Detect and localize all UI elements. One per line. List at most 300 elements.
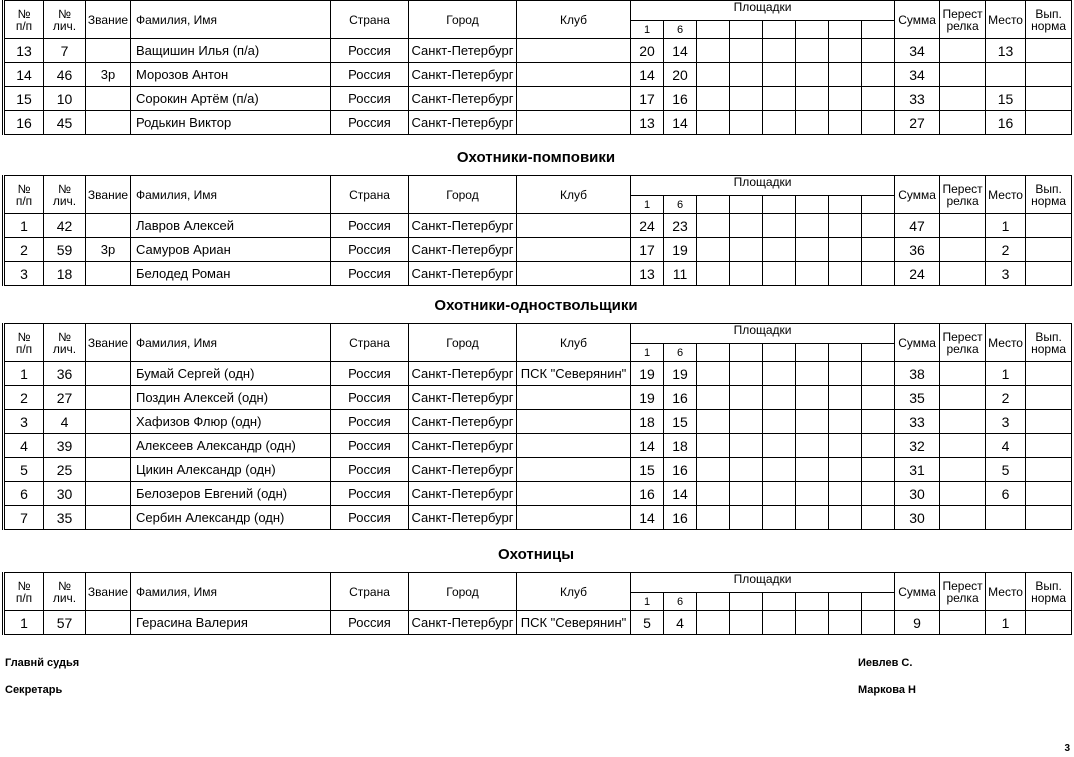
header-ploshchadka-empty	[829, 21, 862, 39]
cell-place: 16	[986, 111, 1026, 135]
cell-perestrelka	[940, 262, 986, 286]
cell-norm	[1026, 482, 1072, 506]
cell-zvanie	[86, 506, 131, 530]
cell-score-empty	[829, 434, 862, 458]
cell-score-6: 20	[664, 63, 697, 87]
cell-country: Россия	[331, 434, 409, 458]
cell-fio: Цикин Александр (одн)	[131, 458, 331, 482]
cell-zvanie	[86, 262, 131, 286]
header-perestrelka-line: релка	[946, 590, 979, 605]
cell-score-empty	[697, 262, 730, 286]
header-ploshchadka-empty	[763, 593, 796, 611]
results-table	[2, 323, 1072, 530]
cell-country: Россия	[331, 87, 409, 111]
cell-fio: Бумай Сергей (одн)	[131, 362, 331, 386]
header-place: Место	[986, 176, 1026, 214]
cell-club	[517, 262, 631, 286]
header-norm-line: Вып.	[1035, 6, 1062, 21]
cell-club	[517, 386, 631, 410]
cell-score-empty	[730, 111, 763, 135]
cell-club	[517, 87, 631, 111]
cell-score-empty	[697, 482, 730, 506]
cell-score-1: 17	[631, 87, 664, 111]
cell-score-empty	[862, 262, 895, 286]
header-ploshchadki: Площадки	[631, 1, 895, 21]
header-perestrelka-line: Перест	[942, 329, 983, 344]
header-norm	[1026, 1, 1072, 39]
secretary-name: Маркова Н	[858, 684, 916, 696]
cell-score-empty	[796, 111, 829, 135]
cell-score-empty	[730, 87, 763, 111]
cell-zvanie	[86, 362, 131, 386]
cell-nl: 30	[44, 482, 86, 506]
cell-fio: Алексеев Александр (одн)	[131, 434, 331, 458]
cell-score-empty	[763, 386, 796, 410]
cell-country: Россия	[331, 262, 409, 286]
cell-zvanie: 3р	[86, 238, 131, 262]
cell-fio: Морозов Антон	[131, 63, 331, 87]
cell-nl: 42	[44, 214, 86, 238]
header-np	[4, 324, 44, 362]
header-nl-line: №	[58, 6, 71, 21]
table-row	[4, 482, 1072, 506]
cell-sum: 36	[895, 238, 940, 262]
header-nl	[44, 573, 86, 611]
cell-score-empty	[796, 238, 829, 262]
header-ploshchadka-6: 6	[664, 21, 697, 39]
cell-city: Санкт-Петербург	[409, 63, 517, 87]
cell-fio: Хафизов Флюр (одн)	[131, 410, 331, 434]
cell-score-6: 16	[664, 506, 697, 530]
cell-zvanie	[86, 39, 131, 63]
cell-np: 13	[4, 39, 44, 63]
cell-score-6: 19	[664, 362, 697, 386]
cell-place: 1	[986, 362, 1026, 386]
cell-club	[517, 410, 631, 434]
header-ploshchadka-empty	[730, 593, 763, 611]
cell-score-1: 19	[631, 386, 664, 410]
cell-city: Санкт-Петербург	[409, 111, 517, 135]
cell-zvanie	[86, 458, 131, 482]
header-place: Место	[986, 573, 1026, 611]
cell-np: 5	[4, 458, 44, 482]
header-nl-line: №	[58, 578, 71, 593]
header-sum: Сумма	[895, 324, 940, 362]
cell-city: Санкт-Петербург	[409, 214, 517, 238]
cell-score-empty	[862, 238, 895, 262]
cell-np: 4	[4, 434, 44, 458]
cell-score-empty	[697, 214, 730, 238]
cell-score-6: 23	[664, 214, 697, 238]
header-ploshchadka-1: 1	[631, 593, 664, 611]
cell-norm	[1026, 111, 1072, 135]
header-perestrelka-line: релка	[946, 18, 979, 33]
header-nl-line: лич.	[52, 193, 77, 208]
header-perestrelka-line: релка	[946, 193, 979, 208]
header-norm-line: Вып.	[1035, 329, 1062, 344]
header-ploshchadki: Площадки	[631, 573, 895, 593]
cell-sum: 35	[895, 386, 940, 410]
cell-norm	[1026, 458, 1072, 482]
table-row	[4, 39, 1072, 63]
header-ploshchadka-empty	[829, 344, 862, 362]
cell-zvanie	[86, 87, 131, 111]
cell-score-6: 16	[664, 458, 697, 482]
cell-club	[517, 214, 631, 238]
cell-score-empty	[796, 410, 829, 434]
header-np	[4, 176, 44, 214]
header-city: Город	[409, 176, 517, 214]
cell-zvanie	[86, 214, 131, 238]
cell-score-6: 15	[664, 410, 697, 434]
header-nl	[44, 324, 86, 362]
cell-club	[517, 39, 631, 63]
cell-perestrelka	[940, 214, 986, 238]
cell-np: 3	[4, 410, 44, 434]
cell-score-empty	[763, 87, 796, 111]
cell-score-empty	[829, 39, 862, 63]
cell-perestrelka	[940, 611, 986, 635]
header-city: Город	[409, 324, 517, 362]
table-row	[4, 111, 1072, 135]
cell-score-empty	[829, 482, 862, 506]
cell-score-empty	[862, 458, 895, 482]
cell-score-empty	[730, 458, 763, 482]
cell-nl: 39	[44, 434, 86, 458]
cell-place: 1	[986, 611, 1026, 635]
header-ploshchadka-6: 6	[664, 593, 697, 611]
cell-fio: Сербин Александр (одн)	[131, 506, 331, 530]
cell-sum: 32	[895, 434, 940, 458]
cell-score-empty	[796, 214, 829, 238]
cell-score-6: 14	[664, 111, 697, 135]
cell-score-empty	[796, 63, 829, 87]
cell-score-6: 16	[664, 386, 697, 410]
cell-score-1: 14	[631, 506, 664, 530]
cell-score-empty	[862, 87, 895, 111]
header-city: Город	[409, 573, 517, 611]
cell-country: Россия	[331, 214, 409, 238]
header-ploshchadka-6: 6	[664, 196, 697, 214]
cell-city: Санкт-Петербург	[409, 39, 517, 63]
cell-sum: 31	[895, 458, 940, 482]
cell-nl: 27	[44, 386, 86, 410]
cell-city: Санкт-Петербург	[409, 434, 517, 458]
header-perestrelka	[940, 176, 986, 214]
header-norm-line: норма	[1031, 341, 1067, 356]
cell-club	[517, 482, 631, 506]
cell-nl: 7	[44, 39, 86, 63]
cell-score-empty	[796, 506, 829, 530]
cell-place: 3	[986, 262, 1026, 286]
cell-score-empty	[730, 506, 763, 530]
cell-np: 15	[4, 87, 44, 111]
cell-nl: 35	[44, 506, 86, 530]
cell-nl: 46	[44, 63, 86, 87]
header-place: Место	[986, 1, 1026, 39]
cell-city: Санкт-Петербург	[409, 262, 517, 286]
header-fio: Фамилия, Имя	[131, 324, 331, 362]
cell-score-1: 17	[631, 238, 664, 262]
cell-score-empty	[763, 238, 796, 262]
header-np-line: №	[17, 329, 31, 344]
header-perestrelka	[940, 324, 986, 362]
cell-score-empty	[697, 458, 730, 482]
header-ploshchadka-1: 1	[631, 21, 664, 39]
cell-fio: Родькин Виктор	[131, 111, 331, 135]
header-place: Место	[986, 324, 1026, 362]
cell-perestrelka	[940, 39, 986, 63]
cell-sum: 30	[895, 482, 940, 506]
header-ploshchadka-empty	[697, 196, 730, 214]
header-ploshchadka-empty	[796, 21, 829, 39]
cell-country: Россия	[331, 111, 409, 135]
header-ploshchadka-empty	[730, 344, 763, 362]
header-np-line: п/п	[15, 341, 33, 356]
cell-nl: 57	[44, 611, 86, 635]
cell-score-empty	[796, 262, 829, 286]
cell-city: Санкт-Петербург	[409, 410, 517, 434]
header-club: Клуб	[517, 573, 631, 611]
cell-score-6: 11	[664, 262, 697, 286]
cell-score-empty	[763, 434, 796, 458]
cell-place	[986, 63, 1026, 87]
header-np-line: №	[17, 6, 31, 21]
cell-score-empty	[730, 482, 763, 506]
cell-country: Россия	[331, 362, 409, 386]
header-perestrelka	[940, 1, 986, 39]
header-norm	[1026, 324, 1072, 362]
cell-score-empty	[796, 362, 829, 386]
cell-score-1: 24	[631, 214, 664, 238]
cell-score-6: 4	[664, 611, 697, 635]
header-ploshchadka-empty	[862, 196, 895, 214]
cell-score-empty	[697, 87, 730, 111]
cell-place	[986, 506, 1026, 530]
cell-score-empty	[829, 362, 862, 386]
cell-country: Россия	[331, 410, 409, 434]
cell-np: 1	[4, 611, 44, 635]
cell-club	[517, 506, 631, 530]
header-ploshchadka-empty	[697, 593, 730, 611]
cell-country: Россия	[331, 482, 409, 506]
cell-fio: Ващишин Илья (п/а)	[131, 39, 331, 63]
header-sum: Сумма	[895, 573, 940, 611]
cell-norm	[1026, 238, 1072, 262]
header-ploshchadka-empty	[829, 593, 862, 611]
cell-score-empty	[862, 410, 895, 434]
cell-score-empty	[829, 63, 862, 87]
header-np-line: п/п	[15, 18, 33, 33]
header-np-line: №	[17, 181, 31, 196]
cell-city: Санкт-Петербург	[409, 458, 517, 482]
header-ploshchadka-empty	[763, 196, 796, 214]
cell-club	[517, 63, 631, 87]
cell-norm	[1026, 87, 1072, 111]
cell-sum: 34	[895, 39, 940, 63]
cell-nl: 45	[44, 111, 86, 135]
header-np-line: п/п	[15, 590, 33, 605]
cell-score-6: 14	[664, 482, 697, 506]
cell-score-empty	[862, 611, 895, 635]
table-row	[4, 386, 1072, 410]
cell-np: 14	[4, 63, 44, 87]
cell-perestrelka	[940, 434, 986, 458]
cell-perestrelka	[940, 362, 986, 386]
cell-perestrelka	[940, 410, 986, 434]
cell-zvanie	[86, 111, 131, 135]
cell-np: 7	[4, 506, 44, 530]
cell-score-empty	[763, 506, 796, 530]
cell-score-empty	[829, 238, 862, 262]
table-row	[4, 238, 1072, 262]
cell-perestrelka	[940, 238, 986, 262]
cell-score-empty	[730, 214, 763, 238]
cell-score-empty	[862, 362, 895, 386]
cell-score-empty	[829, 214, 862, 238]
cell-score-empty	[697, 410, 730, 434]
header-ploshchadka-6: 6	[664, 344, 697, 362]
cell-sum: 38	[895, 362, 940, 386]
cell-norm	[1026, 262, 1072, 286]
section-title: Охотники-помповики	[456, 149, 616, 166]
header-country: Страна	[331, 1, 409, 39]
cell-zvanie	[86, 482, 131, 506]
header-norm-line: Вып.	[1035, 181, 1062, 196]
header-sum: Сумма	[895, 176, 940, 214]
cell-city: Санкт-Петербург	[409, 238, 517, 262]
header-nl-line: лич.	[52, 590, 77, 605]
cell-score-1: 14	[631, 63, 664, 87]
header-zvanie: Звание	[86, 324, 131, 362]
cell-zvanie	[86, 611, 131, 635]
cell-score-1: 13	[631, 111, 664, 135]
cell-nl: 25	[44, 458, 86, 482]
header-nl	[44, 176, 86, 214]
cell-perestrelka	[940, 458, 986, 482]
cell-perestrelka	[940, 87, 986, 111]
cell-score-empty	[730, 63, 763, 87]
header-fio: Фамилия, Имя	[131, 573, 331, 611]
cell-norm	[1026, 506, 1072, 530]
cell-country: Россия	[331, 238, 409, 262]
header-nl	[44, 1, 86, 39]
header-ploshchadki: Площадки	[631, 324, 895, 344]
cell-nl: 4	[44, 410, 86, 434]
cell-norm	[1026, 63, 1072, 87]
cell-club	[517, 434, 631, 458]
cell-fio: Белодед Роман	[131, 262, 331, 286]
cell-fio: Лавров Алексей	[131, 214, 331, 238]
cell-score-1: 5	[631, 611, 664, 635]
cell-perestrelka	[940, 506, 986, 530]
cell-score-empty	[862, 386, 895, 410]
cell-score-1: 18	[631, 410, 664, 434]
cell-score-empty	[862, 482, 895, 506]
cell-score-1: 19	[631, 362, 664, 386]
cell-country: Россия	[331, 611, 409, 635]
cell-club: ПСК "Северянин"	[517, 611, 631, 635]
cell-country: Россия	[331, 506, 409, 530]
cell-score-empty	[730, 362, 763, 386]
cell-score-empty	[697, 434, 730, 458]
secretary-label: Секретарь	[5, 684, 63, 696]
header-norm-line: норма	[1031, 18, 1067, 33]
header-np-line: п/п	[15, 193, 33, 208]
cell-norm	[1026, 386, 1072, 410]
header-club: Клуб	[517, 176, 631, 214]
cell-sum: 47	[895, 214, 940, 238]
cell-country: Россия	[331, 63, 409, 87]
cell-sum: 30	[895, 506, 940, 530]
cell-score-empty	[796, 482, 829, 506]
cell-perestrelka	[940, 63, 986, 87]
cell-score-empty	[829, 87, 862, 111]
header-club: Клуб	[517, 324, 631, 362]
cell-score-empty	[763, 63, 796, 87]
cell-norm	[1026, 214, 1072, 238]
cell-city: Санкт-Петербург	[409, 482, 517, 506]
cell-nl: 10	[44, 87, 86, 111]
header-perestrelka	[940, 573, 986, 611]
cell-score-6: 14	[664, 39, 697, 63]
cell-score-empty	[763, 458, 796, 482]
cell-fio: Белозеров Евгений (одн)	[131, 482, 331, 506]
table-row	[4, 458, 1072, 482]
cell-score-empty	[730, 262, 763, 286]
cell-city: Санкт-Петербург	[409, 362, 517, 386]
cell-np: 3	[4, 262, 44, 286]
cell-score-empty	[763, 39, 796, 63]
header-ploshchadka-empty	[796, 593, 829, 611]
cell-sum: 27	[895, 111, 940, 135]
cell-score-empty	[763, 362, 796, 386]
cell-score-empty	[862, 214, 895, 238]
header-ploshchadka-empty	[796, 344, 829, 362]
cell-zvanie	[86, 386, 131, 410]
cell-score-empty	[697, 39, 730, 63]
header-nl-line: лич.	[52, 18, 77, 33]
table-row	[4, 214, 1072, 238]
cell-city: Санкт-Петербург	[409, 87, 517, 111]
table-row	[4, 611, 1072, 635]
header-ploshchadka-empty	[697, 344, 730, 362]
header-ploshchadka-empty	[862, 21, 895, 39]
header-city: Город	[409, 1, 517, 39]
cell-score-empty	[862, 434, 895, 458]
cell-club: ПСК "Северянин"	[517, 362, 631, 386]
header-ploshchadka-1: 1	[631, 344, 664, 362]
cell-score-empty	[862, 63, 895, 87]
cell-nl: 59	[44, 238, 86, 262]
cell-np: 1	[4, 214, 44, 238]
cell-score-empty	[829, 410, 862, 434]
cell-score-empty	[763, 214, 796, 238]
header-ploshchadka-empty	[862, 344, 895, 362]
cell-score-empty	[796, 611, 829, 635]
cell-score-empty	[697, 611, 730, 635]
header-fio: Фамилия, Имя	[131, 176, 331, 214]
cell-perestrelka	[940, 386, 986, 410]
header-perestrelka-line: Перест	[942, 6, 983, 21]
header-ploshchadka-empty	[763, 344, 796, 362]
cell-score-empty	[697, 238, 730, 262]
cell-place: 1	[986, 214, 1026, 238]
header-perestrelka-line: релка	[946, 341, 979, 356]
header-fio: Фамилия, Имя	[131, 1, 331, 39]
cell-score-empty	[862, 506, 895, 530]
cell-score-empty	[697, 63, 730, 87]
